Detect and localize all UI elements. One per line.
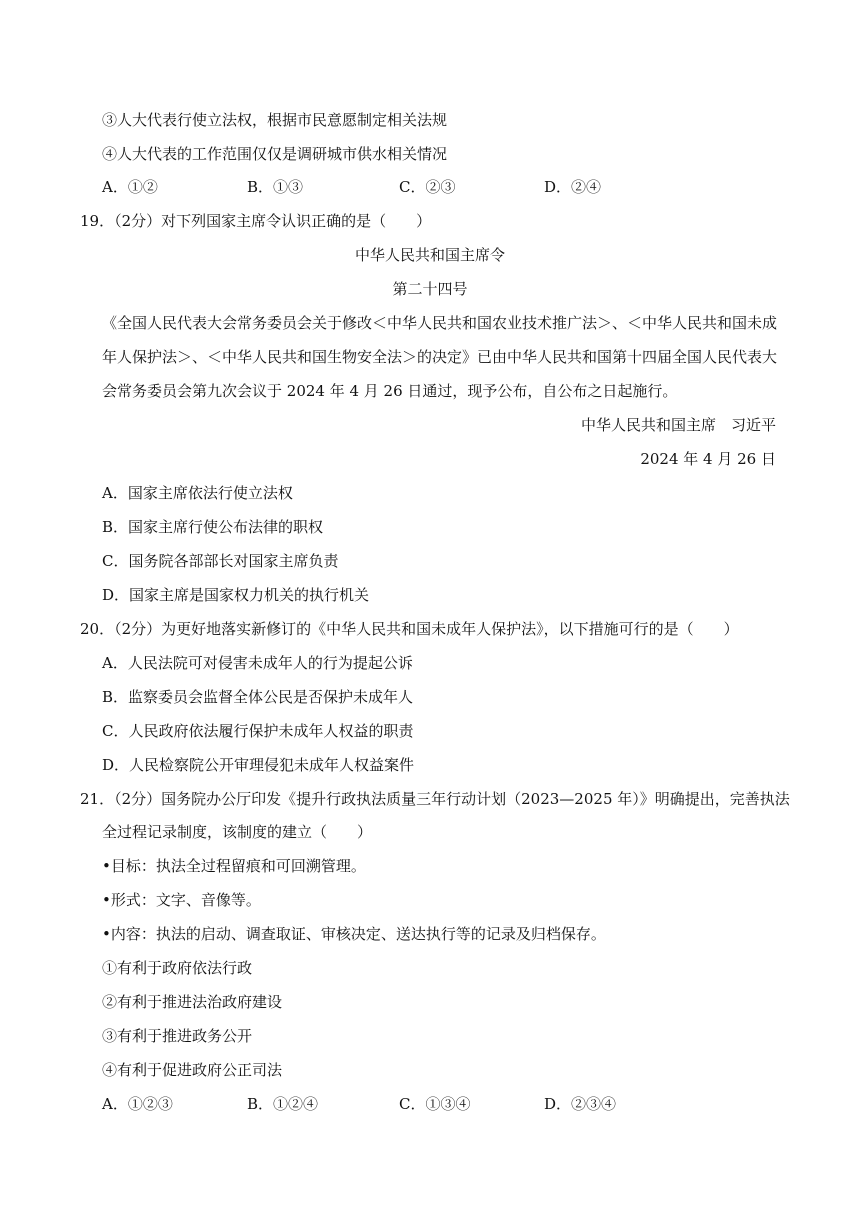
q21-option-b[interactable]: B．①②④ bbox=[247, 1095, 319, 1113]
q21-statement-3: ③有利于推进政务公开 bbox=[102, 1027, 253, 1045]
q18-statement-4: ④人大代表的工作范围仅仅是调研城市供水相关情况 bbox=[102, 145, 448, 163]
q21-statement-4: ④有利于促进政府公正司法 bbox=[102, 1061, 283, 1079]
q19-option-c[interactable]: C．国务院各部部长对国家主席负责 bbox=[102, 552, 339, 570]
q21-bullet-goal: •目标：执法全过程留痕和可回溯管理。 bbox=[102, 857, 366, 875]
q19-stem: 19．（2分）对下列国家主席令认识正确的是（ ） bbox=[80, 212, 432, 230]
q19-option-a[interactable]: A．国家主席依法行使立法权 bbox=[102, 484, 293, 502]
q18-option-c[interactable]: C．②③ bbox=[399, 178, 456, 196]
q21-option-a[interactable]: A．①②③ bbox=[102, 1095, 173, 1113]
q21-statement-1: ①有利于政府依法行政 bbox=[102, 959, 253, 977]
q20-option-b[interactable]: B．监察委员会监督全体公民是否保护未成年人 bbox=[102, 688, 414, 706]
q19-date: 2024 年 4 月 26 日 bbox=[640, 450, 776, 468]
q19-order-body-line-2: 年人保护法＞、＜中华人民共和国生物安全法＞的决定》已由中华人民共和国第十四届全国人民代表大 bbox=[102, 348, 778, 366]
q18-statement-3: ③人大代表行使立法权，根据市民意愿制定相关法规 bbox=[102, 111, 448, 129]
q20-option-a[interactable]: A．人民法院可对侵害未成年人的行为提起公诉 bbox=[102, 654, 413, 672]
q21-bullet-content: •内容：执法的启动、调查取证、审核决定、送达执行等的记录及归档保存。 bbox=[102, 925, 606, 943]
q19-signature: 中华人民共和国主席 习近平 bbox=[580, 416, 776, 434]
q18-option-a[interactable]: A．①② bbox=[102, 178, 158, 196]
q19-order-number: 第二十四号 bbox=[392, 280, 468, 298]
q18-option-b[interactable]: B．①③ bbox=[247, 178, 304, 196]
q19-order-body-line-3: 会常务委员会第九次会议于 2024 年 4 月 26 日通过，现予公布，自公布之日起施行。 bbox=[102, 382, 678, 400]
q21-statement-2: ②有利于推进法治政府建设 bbox=[102, 993, 283, 1011]
q19-order-title: 中华人民共和国主席令 bbox=[354, 246, 505, 264]
q21-bullet-form: •形式：文字、音像等。 bbox=[102, 891, 261, 909]
q21-stem-line-1: 21．（2分）国务院办公厅印发《提升行政执法质量三年行动计划（2023—2025 年）》明确提出，完善执法 bbox=[80, 790, 790, 808]
q18-option-d[interactable]: D．②④ bbox=[544, 178, 602, 196]
q21-stem-line-2: 全过程记录制度，该制度的建立（ ） bbox=[102, 823, 373, 841]
q19-order-body-line-1: 《全国人民代表大会常务委员会关于修改＜中华人民共和国农业技术推广法＞、＜中华人民共和国未成 bbox=[102, 314, 778, 332]
q19-option-b[interactable]: B．国家主席行使公布法律的职权 bbox=[102, 518, 324, 536]
q20-option-c[interactable]: C．人民政府依法履行保护未成年人权益的职责 bbox=[102, 722, 414, 740]
q20-option-d[interactable]: D．人民检察院公开审理侵犯未成年人权益案件 bbox=[102, 756, 415, 774]
q21-option-c[interactable]: C．①③④ bbox=[399, 1095, 471, 1113]
q19-option-d[interactable]: D．国家主席是国家权力机关的执行机关 bbox=[102, 586, 370, 604]
q20-stem: 20．（2分）为更好地落实新修订的《中华人民共和国未成年人保护法》，以下措施可行的是（ ） bbox=[80, 620, 739, 638]
q21-option-d[interactable]: D．②③④ bbox=[544, 1095, 617, 1113]
